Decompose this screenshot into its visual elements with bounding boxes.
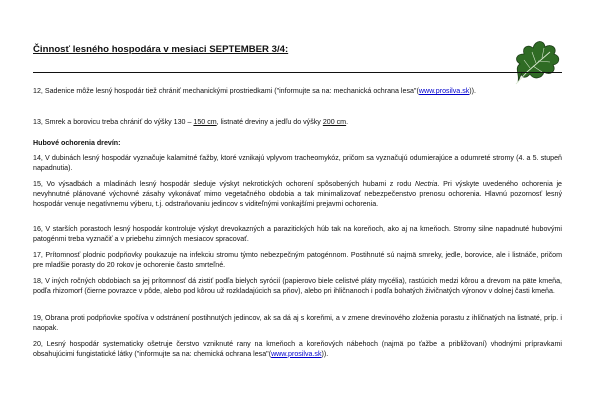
paragraph-12-text: 12, Sadenice môže lesný hospodár tiež chrániť mechanickými prostriedkami ("informujte sa na: mechanická ochrana lesa"( [33,87,419,95]
paragraph-15-end: . Pri výskyte uvedeného ochorenia je nevyhnutné plánované výchovné zásahy vykonávať mimo vegetačného obdobia a tak minimalizovať nebezpečenstvo prenosu ochorenia. Hlavnú pozornosť lesný hospodár venuje negatívnemu výberu, t.j. odstraňovaniu jedincov s viditeľnými vonkajšími prejavmi ochorenia. [33,180,562,208]
pro-silva-logo [500,30,566,86]
prosilva-link[interactable]: www.prosilva.sk [271,349,322,358]
oak-leaf-icon [500,30,566,86]
paragraph-17: 17, Prítomnosť plodnic podpňovky poukazuje na infekciu stromu týmto nebezpečným patogénnom. Postihnuté sú najmä smreky, jedle, borovice, ale i listnáče, pričom pre mladšie porasty do 20 rokov je ochorenie často smrteľné. [33,251,562,269]
paragraph-15 [33,180,562,210]
paragraph-20 [33,340,562,360]
paragraph-12 [33,87,562,97]
paragraph-16: 16, V starších porastoch lesný hospodár kontroluje výskyt drevokazných a parazitických húb tak na koreňoch, ako aj na kmeňoch. Stromy silne napadnuté hubovými patogénmi treba vyznačiť a v priebehu zimných mesiacov spracovať. [33,225,562,243]
nectria-genus: Nectria [414,180,438,188]
paragraph-20-text: 20, Lesný hospodár systematicky ošetruje čerstvo vzniknuté rany na kmeňoch a koreňových nábehoch (najmä po ťažbe a približovaní) vhodnými prípravkami obsahujúcimi fungistatické látky ("informujte sa na: chemická ochrana lesa"( [33,340,562,358]
paragraph-13-text: 13, Smrek a borovicu treba chrániť do výšky 130 – [33,118,194,126]
paragraph-13 [33,118,562,128]
paragraph-14: 14, V dubinách lesný hospodár vyznačuje kalamitné ťažby, ktoré vznikajú vplyvom tracheomykóz, pričom sa vyznačujú odumierajúce a odumreté stromy (4. a 5. stupeň napadnutia). [33,154,562,172]
paragraph-13-mid: , listnaté dreviny a jedľu do výšky [216,118,323,126]
prosilva-link[interactable]: www.prosilva.sk [418,87,470,95]
page-title: Činnosť lesného hospodára v mesiaci SEPTEMBER 3/4: [33,44,289,55]
section-heading: Hubové ochorenia drevín: [33,139,121,147]
paragraph-19: 19, Obrana proti podpňovke spočíva v odstránení postihnutých jedincov, ak sa dá aj s koreňmi, a v zmene drevinového zloženia porastu z ihličnatých na listnaté, príp. i naopak. [33,314,562,332]
paragraph-13-end: . [346,118,349,126]
paragraph-18: 18, V iných ročných obdobiach sa jej prítomnosť dá zistiť podľa bielych syrócií (papierovo biele celistvé pláty mycélia), rastúcich medzi kôrou a drevom na päte kmeňa, podľa rhizomorf (čierne povrazce v pôde, alebo pod kôrou už rozkladajúcich sa pňov), alebo pri ihličnanoch i podľa bohatých živičnatých výronov v dolnej časti kmeňa. [33,277,562,295]
header-divider [33,72,562,73]
height-200cm: 200 cm [322,118,347,126]
paragraph-12-end: )). [469,87,476,95]
height-150cm: 150 cm [193,118,217,126]
paragraph-20-end: )). [321,349,329,358]
paragraph-15-text: 15, Vo výsadbách a mladinách lesný hospodár sleduje výskyt nekrotických ochorení spôsobených hubami z rodu [33,180,415,188]
